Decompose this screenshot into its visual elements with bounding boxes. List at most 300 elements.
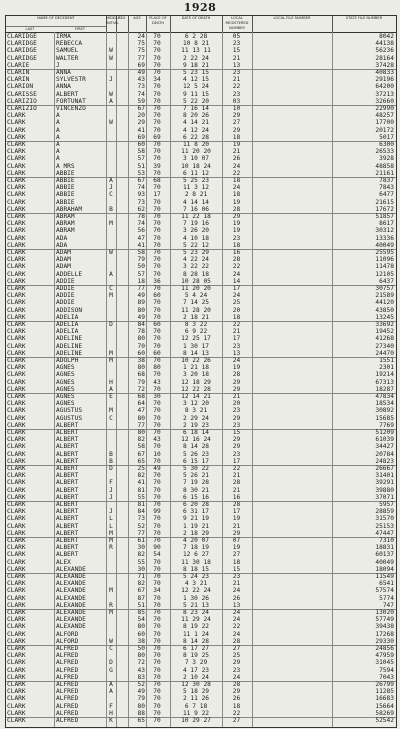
cell-reg: 23	[232, 450, 241, 458]
cell-mi: W	[109, 90, 113, 98]
cell-age: 43	[137, 666, 145, 674]
table-row	[6, 623, 396, 630]
cell-age: 41	[137, 479, 145, 487]
cell-first: A	[56, 155, 60, 163]
cell-first: ABRAM	[56, 220, 75, 228]
table-row	[6, 443, 396, 450]
cell-last: CLARK	[7, 551, 26, 559]
cell-date: 5 22 20	[182, 97, 210, 105]
cell-date: 8 19 22	[182, 623, 210, 631]
cell-place: 49	[153, 465, 161, 472]
cell-state: 28859	[375, 508, 394, 516]
cell-last: CLARK	[7, 443, 26, 451]
cell-first: ALFRED	[56, 659, 79, 667]
cell-date: 10 28 05	[181, 277, 211, 285]
cell-place: 70	[153, 695, 161, 703]
cell-last: CLARK	[7, 364, 26, 372]
table-row	[6, 76, 396, 83]
cell-last: CLARK	[7, 673, 26, 681]
cell-mi: W	[109, 47, 113, 55]
cell-reg: 21	[232, 486, 241, 494]
cell-first: ADDIE	[56, 277, 75, 285]
cell-mi: M	[109, 220, 113, 228]
cell-place: 70	[153, 493, 161, 501]
cell-date: 4 14 14	[182, 198, 210, 206]
cell-state: 11285	[375, 688, 394, 696]
cell-date: 4 22 24	[182, 256, 210, 264]
cell-reg: 18	[232, 313, 241, 321]
cell-state: 26799	[375, 681, 394, 688]
cell-first: A	[56, 112, 60, 120]
cell-date: 5 25 23	[182, 177, 210, 184]
cell-place: 70	[153, 285, 161, 292]
cell-date: 6 18 14	[182, 429, 210, 436]
cell-mi: R	[109, 601, 113, 609]
cell-age: 68	[137, 393, 145, 400]
table-row	[6, 235, 396, 242]
table-row	[6, 127, 396, 134]
cell-first: ABRAHAM	[56, 205, 83, 213]
cell-date: 11 3 12	[182, 184, 210, 192]
cell-age: 67	[137, 587, 145, 595]
cell-date: 6 20 28	[182, 501, 210, 508]
cell-first: AGNES	[56, 378, 75, 386]
cell-reg: 29	[232, 436, 241, 444]
cell-mi: M	[109, 529, 113, 537]
cell-mi: F	[109, 702, 113, 710]
cell-age: 79	[137, 256, 145, 264]
cell-place: 70	[153, 213, 161, 220]
cell-place: 70	[153, 40, 161, 48]
cell-state: 57574	[375, 587, 394, 595]
cell-mi: H	[109, 378, 113, 386]
table-row	[6, 148, 396, 155]
cell-place: 70	[153, 90, 161, 98]
cell-last: CLARK	[7, 256, 26, 264]
cell-date: 5 24 23	[182, 573, 210, 580]
cell-first: ALBERT	[56, 90, 79, 98]
cell-first: ADDELLE	[56, 270, 83, 278]
cell-date: 5 26 21	[182, 472, 210, 480]
cell-first: ADAM	[56, 256, 71, 264]
cell-reg: 29	[232, 414, 241, 422]
cell-state: 44120	[375, 299, 394, 307]
cell-age: 38	[137, 357, 145, 364]
cell-place: 70	[153, 105, 161, 112]
cell-date: 2 22 24	[182, 54, 210, 62]
cell-date: 12 22 24	[181, 587, 211, 595]
table-row	[6, 163, 396, 170]
cell-age: 67	[137, 177, 145, 184]
cell-age: 73	[137, 83, 145, 91]
cell-first: ANNA	[56, 83, 71, 91]
cell-date: 12 25 17	[181, 335, 211, 343]
cell-place: 70	[153, 565, 161, 573]
cell-place: 70	[153, 558, 161, 566]
cell-last: CLARK	[7, 522, 26, 530]
cell-date: 10 8 21	[182, 40, 210, 48]
cell-place: 70	[153, 119, 161, 127]
cell-place: 70	[153, 681, 161, 688]
table-row	[6, 184, 396, 191]
cell-last: CLARK	[7, 126, 26, 134]
cell-first: A	[56, 133, 60, 141]
cell-place: 70	[153, 155, 161, 163]
cell-last: CLARK	[7, 285, 26, 292]
table-row	[6, 271, 396, 278]
cell-date: 3 12 20	[182, 400, 210, 408]
cell-mi: C	[109, 414, 113, 422]
cell-last: CLARIDGE	[7, 40, 37, 48]
table-row	[6, 479, 396, 486]
cell-date: 5 22 12	[182, 241, 210, 249]
cell-state: 1551	[379, 357, 394, 364]
cell-date: 12 5 24	[182, 83, 210, 91]
table-row	[6, 220, 396, 227]
cell-reg: 18	[232, 558, 241, 566]
header-last: LAST	[25, 27, 35, 31]
cell-first: ALFRED	[56, 681, 79, 688]
cell-reg: 23	[232, 573, 241, 580]
cell-state: 28164	[375, 54, 394, 62]
table-row	[6, 667, 396, 674]
cell-state: 33692	[375, 321, 394, 328]
cell-last: CLARK	[7, 709, 26, 717]
cell-place: 70	[153, 198, 161, 206]
cell-first: ALFRED	[56, 652, 79, 660]
cell-place: 70	[153, 241, 161, 249]
cell-date: 8 14 28	[182, 443, 210, 451]
table-row	[6, 55, 396, 62]
cell-place: 68	[153, 177, 161, 184]
cell-reg: 21	[232, 393, 241, 400]
cell-first: ABBIE	[56, 169, 75, 177]
cell-last: CLARK	[7, 407, 26, 415]
table-row	[6, 436, 396, 443]
cell-date: 8 3 21	[184, 407, 208, 415]
cell-mi: A	[109, 688, 113, 696]
cell-date: 7 3 29	[184, 659, 208, 667]
cell-first: AGUSTUS	[56, 414, 83, 422]
cell-state: 57749	[375, 616, 394, 624]
cell-last: CLARK	[7, 198, 26, 206]
cell-place: 70	[153, 148, 161, 156]
cell-state: 37071	[375, 493, 394, 501]
cell-state: 25153	[375, 522, 394, 530]
cell-reg: 24	[232, 587, 241, 595]
cell-state: 21615	[375, 198, 394, 206]
cell-age: 61	[137, 537, 145, 544]
cell-state: 5957	[379, 501, 394, 508]
cell-reg: 29	[232, 659, 241, 667]
cell-reg: 19	[232, 220, 241, 228]
cell-reg: 23	[232, 342, 241, 350]
cell-last: CLARK	[7, 299, 26, 307]
cell-date: 11 1 24	[182, 630, 210, 638]
cell-first: ABBIE	[56, 177, 75, 184]
cell-state: 39880	[375, 486, 394, 494]
table-row	[6, 501, 396, 508]
cell-state: 29196	[375, 76, 394, 84]
cell-first: ALFRED	[56, 688, 79, 696]
cell-mi: A	[109, 97, 113, 105]
cell-place: 34	[153, 76, 161, 84]
cell-state: 13245	[375, 313, 394, 321]
cell-mi: M	[109, 609, 113, 616]
cell-age: 83	[137, 673, 145, 681]
cell-mi: A	[109, 177, 113, 184]
table-row	[6, 465, 396, 472]
cell-reg: 29	[232, 378, 241, 386]
cell-last: CLARK	[7, 601, 26, 609]
cell-date: 8 30 21	[182, 486, 210, 494]
table-row	[6, 415, 396, 422]
cell-place: 70	[153, 141, 161, 148]
cell-last: CLARK	[7, 393, 26, 400]
cell-place: 70	[153, 249, 161, 256]
cell-first: ALEXANDE	[56, 565, 86, 573]
cell-date: 7 18 19	[182, 544, 210, 552]
cell-place: 70	[153, 342, 161, 350]
cell-reg: 23	[232, 421, 241, 429]
cell-date: 4 3 21	[184, 580, 208, 588]
cell-first: AGUSTUS	[56, 407, 83, 415]
cell-date: 10 29 27	[181, 717, 211, 724]
cell-reg: 24	[232, 270, 241, 278]
cell-last: CLARK	[7, 313, 26, 321]
cell-last: CLARK	[7, 594, 26, 602]
cell-state: 51209	[375, 429, 394, 436]
cell-reg: 19	[232, 544, 241, 552]
cell-reg: 26	[232, 155, 241, 163]
table-row	[6, 681, 396, 688]
cell-date: 11 29 24	[181, 616, 211, 624]
cell-last: CLARK	[7, 155, 26, 163]
cell-state: 31570	[375, 515, 394, 523]
cell-place: 60	[153, 349, 161, 357]
cell-last: CLARK	[7, 357, 26, 364]
cell-date: 3 20 18	[182, 371, 210, 379]
cell-last: CLARK	[7, 695, 26, 703]
cell-reg: 18	[232, 133, 241, 141]
cell-place: 70	[153, 472, 161, 480]
cell-first: WALTER	[56, 54, 79, 62]
cell-place: 70	[153, 594, 161, 602]
cell-date: 5 21 13	[182, 601, 210, 609]
cell-age: 68	[137, 371, 145, 379]
cell-place: 70	[153, 580, 161, 588]
cell-last: CLARK	[7, 688, 26, 696]
cell-reg: 24	[232, 292, 241, 300]
cell-date: 11 22 18	[181, 213, 211, 220]
cell-age: 58	[137, 249, 145, 256]
cell-age: 77	[137, 529, 145, 537]
cell-mi: K	[109, 717, 113, 724]
table-row	[6, 559, 396, 566]
cell-age: 82	[137, 436, 145, 444]
cell-last: CLARK	[7, 270, 26, 278]
cell-last: CLARK	[7, 529, 26, 537]
cell-place: 70	[153, 688, 161, 696]
cell-place: 70	[153, 522, 161, 530]
table-row	[6, 487, 396, 494]
cell-first: ADELINE	[56, 349, 83, 357]
cell-place: 70	[153, 270, 161, 278]
cell-reg: 19	[232, 198, 241, 206]
table-row	[6, 407, 396, 414]
cell-reg: 18	[232, 191, 241, 199]
cell-first: ALBERT	[56, 421, 79, 429]
cell-state: 7843	[379, 184, 394, 192]
cell-mi: A	[109, 270, 113, 278]
cell-date: 6 7 18	[184, 702, 208, 710]
cell-age: 74	[137, 90, 145, 98]
cell-mi: J	[109, 493, 113, 501]
cell-place: 70	[153, 256, 161, 264]
cell-first: ABRAM	[56, 213, 75, 220]
cell-state: 12105	[375, 270, 394, 278]
cell-state: 26667	[375, 465, 394, 472]
cell-last: CLARIDGE	[7, 54, 37, 62]
cell-age: 80	[137, 652, 145, 660]
cell-last: CLARK	[7, 558, 26, 566]
cell-date: 2 19 23	[182, 421, 210, 429]
table-row	[6, 379, 396, 386]
cell-last: CLARK	[7, 400, 26, 408]
cell-place: 70	[153, 61, 161, 69]
table-row	[6, 40, 396, 47]
cell-age: 77	[137, 54, 145, 62]
cell-state: 8617	[379, 220, 394, 228]
cell-age: 50	[137, 263, 145, 271]
cell-state: 7043	[379, 673, 394, 681]
cell-first: IRMA	[56, 33, 71, 40]
cell-date: 1 21 18	[182, 364, 210, 372]
cell-state: 13336	[375, 234, 394, 242]
cell-reg: 23	[232, 666, 241, 674]
cell-mi: L	[109, 522, 113, 530]
cell-first: ADAM	[56, 249, 71, 256]
cell-place: 70	[153, 69, 161, 76]
cell-place: 70	[153, 357, 161, 364]
cell-place: 70	[153, 457, 161, 465]
cell-age: 80	[137, 702, 145, 710]
cell-state: 21161	[375, 169, 394, 177]
cell-mi: M	[109, 537, 113, 544]
cell-state: 5774	[379, 594, 394, 602]
cell-first: ALBERT	[56, 537, 79, 544]
cell-first: ALBERT	[56, 515, 79, 523]
cell-first: ALFRED	[56, 717, 79, 724]
cell-date: 7 16 14	[182, 105, 210, 112]
cell-place: 70	[153, 306, 161, 314]
cell-first: A	[56, 148, 60, 156]
cell-place: 70	[153, 630, 161, 638]
cell-age: 29	[137, 119, 145, 127]
cell-state: 17672	[375, 205, 394, 213]
cell-date: 3 22 22	[182, 263, 210, 271]
table-row	[6, 695, 396, 702]
cell-date: 2 11 26	[182, 695, 210, 703]
cell-state: 24823	[375, 457, 394, 465]
cell-date: 12 6 27	[182, 551, 210, 559]
table-row	[6, 321, 396, 328]
cell-reg: 28	[232, 256, 241, 264]
cell-date: 7 19 28	[182, 479, 210, 487]
cell-place: 70	[153, 313, 161, 321]
cell-place: 10	[153, 450, 161, 458]
cell-reg: 17	[232, 285, 241, 292]
cell-mi: R	[109, 544, 113, 552]
cell-reg: 28	[232, 681, 241, 688]
cell-age: 84	[137, 508, 145, 516]
cell-last: CLARK	[7, 177, 26, 184]
table-row	[6, 717, 396, 724]
cell-age: 51	[137, 601, 145, 609]
cell-first: ALBERT	[56, 551, 79, 559]
cell-date: 8 23 24	[182, 609, 210, 616]
cell-place: 70	[153, 501, 161, 508]
table-row	[6, 595, 396, 602]
cell-state: 19452	[375, 328, 394, 336]
cell-age: 82	[137, 580, 145, 588]
cell-reg: 03	[232, 97, 241, 105]
cell-reg: 23	[232, 69, 241, 76]
cell-reg: 24	[232, 609, 241, 616]
cell-last: CLARK	[7, 385, 26, 393]
cell-first: AGNES	[56, 393, 75, 400]
cell-state: 39438	[375, 623, 394, 631]
cell-date: 5 23 15	[182, 69, 210, 76]
cell-state: 18094	[375, 565, 394, 573]
cell-date: 7 16 06	[182, 205, 210, 213]
cell-reg: 24	[232, 616, 241, 624]
table-row	[6, 587, 396, 594]
cell-place: 70	[153, 97, 161, 105]
cell-last: CLARK	[7, 148, 26, 156]
cell-state: 15685	[375, 414, 394, 422]
cell-age: 38	[137, 637, 145, 645]
cell-state: 5017	[379, 133, 394, 141]
cell-mi: W	[109, 637, 113, 645]
cell-state: 47834	[375, 393, 394, 400]
cell-age: 60	[137, 349, 145, 357]
cell-last: CLARK	[7, 630, 26, 638]
cell-first: ADELIA	[56, 313, 79, 321]
table-row	[6, 429, 396, 436]
header-first: FIRST	[74, 27, 86, 31]
cell-reg: 25	[232, 652, 241, 660]
cell-state: 30892	[375, 407, 394, 415]
cell-state: 40049	[375, 241, 394, 249]
cell-state: 7594	[379, 666, 394, 674]
cell-mi: B	[109, 205, 113, 213]
cell-last: CLARK	[7, 450, 26, 458]
cell-date: 6 15 16	[182, 493, 210, 501]
table-row	[6, 91, 396, 98]
cell-last: CLARK	[7, 457, 26, 465]
cell-age: 47	[137, 407, 145, 415]
cell-age: 80	[137, 414, 145, 422]
cell-last: CLARK	[7, 580, 26, 588]
cell-mi: A	[109, 681, 113, 688]
cell-state: 24470	[375, 349, 394, 357]
cell-reg: 13	[232, 349, 241, 357]
cell-reg: 29	[232, 112, 241, 120]
cell-place: 36	[153, 277, 161, 285]
cell-reg: 14	[232, 277, 241, 285]
cell-mi: M	[109, 292, 113, 300]
